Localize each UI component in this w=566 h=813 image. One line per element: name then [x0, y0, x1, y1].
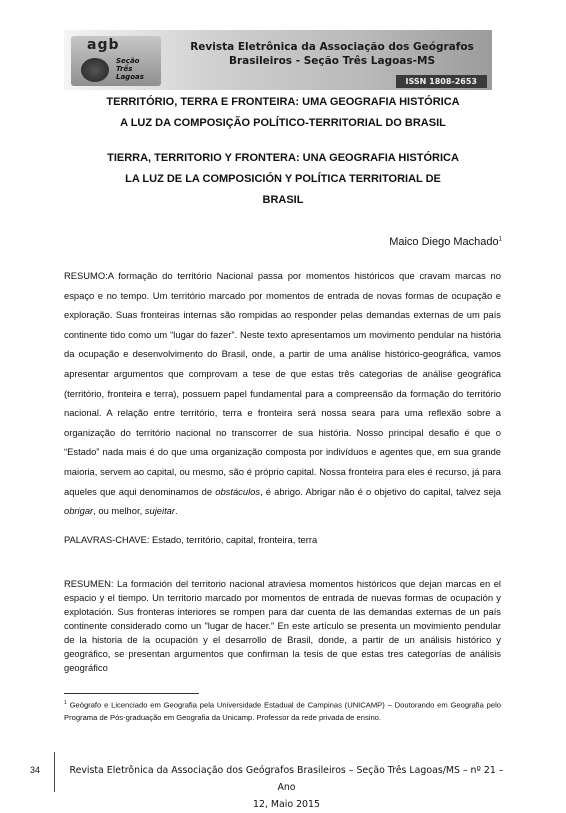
title-portuguese: TERRITÓRIO, TERRA E FRONTEIRA: UMA GEOGRAFIA HISTÓRICA A LUZ DA COMPOSIÇÃO POLÍTICO-TERRITORIAL DO BRASIL [106, 96, 460, 129]
footer-citation: Revista Eletrônica da Associação dos Geógrafos Brasileiros – Seção Três Lagoas/MS – nº 21 – Ano 12, Maio 2015 [69, 765, 504, 810]
title-spanish: TIERRA, TERRITORIO Y FRONTERA: UNA GEOGRAFIA HISTÓRICA LA LUZ DE LA COMPOSICIÓN Y POLÍTICA TERRITORIAL DE BRASIL [107, 152, 459, 206]
footnote: $^1$ Geógrafo e Licenciado em Geografia pela Universidade Estadual de Campinas (UNICAMP) – Doutorando em Geografia pelo Programa de Pós-graduação em Geografia da Unicamp. Professor da rede privada de ensino. [64, 700, 501, 722]
footnote-ref: 1 [498, 236, 502, 243]
footer-divider [54, 752, 55, 792]
keywords: PALAVRAS-CHAVE: Estado, território, capital, fronteira, terra [64, 534, 318, 545]
page-number: 34 [30, 765, 41, 775]
journal-logo [71, 36, 161, 86]
logo-letters: agb [87, 37, 120, 53]
logo-emblem [81, 58, 109, 82]
issn-badge: ISSN 1808-2653 [396, 75, 487, 88]
journal-banner [64, 30, 492, 90]
footnote-divider [64, 693, 199, 694]
journal-title: Revista Eletrônica da Associação dos Geógrafos Brasileiros - Seção Três Lagoas-MS [190, 41, 474, 67]
author-name: Maico Diego Machado$^1$ [389, 236, 502, 248]
logo-subtitle: Seção Três Lagoas [116, 57, 144, 81]
abstract-spanish: RESUMEN: La formación del territorio nacional atraviesa momentos históricos que dejan marcas en el espacio y el tiempo. Un territorio marcado por momentos de entrada de nuevas formas de ocupación y explotación. Sus fronteras interiores se rompen para dar cuenta de las demandas externas de un país continente considerado como un "lugar de hacer." En este artículo se presenta un movimiento pendular de la historia de la ocupación y el desarrollo de Brasil, donde, a partir de un análisis histórico y geográfico, se presentan argumentos que confirman la tesis de que estas tres categorías de análisis geográfico [64, 578, 501, 673]
abstract-portuguese: RESUMO:A formação do território Nacional passa por momentos históricos que cravam marcas no espaço e no tempo. Um território marcado por momentos de entrada de novas formas de ocupação e exploração. Suas fronteiras internas são rompidas ao responder pelas demandas externas de um país continente tido como um “lugar do fazer”. Neste texto apresentamos um movimento pendular na história da ocupação e desenvolvimento do Brasil, onde, a partir de uma análise histórico-geográfica, vamos apresentar argumentos que comprovam a tese de que estas três categorias de análise geográfica (território, fronteira e terra), possuem papel fundamental para a compreensão da formação do território nacional. A relação entre território, terra e fronteira será nossa seara para uma reflexão sobre a organização do território nacional no transcorrer de sua história. Nosso principal desafio é que o “Estado” nada mais é do que uma organização composta por indivíduos e agentes que, em sua grande maioria, servem ao capital, ou mesmo, são é próprio capital. Nossa fronteira para eles é recurso, já para aqueles que aqui denominamos de obstáculos, é abrigo. Abrigar não é o objetivo do capital, talvez seja obrigar, ou melhor, sujeitar. [64, 270, 501, 517]
